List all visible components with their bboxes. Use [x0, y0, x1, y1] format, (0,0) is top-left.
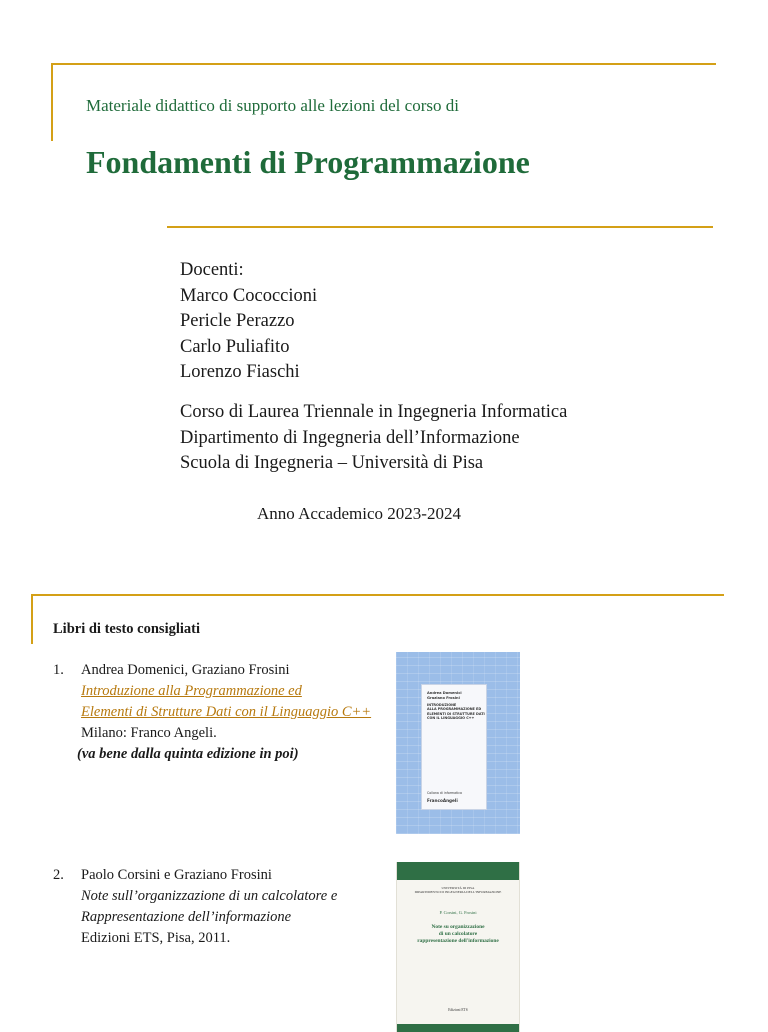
book-publisher: Edizioni ETS, Pisa, 2011.: [81, 930, 231, 946]
docente-name: Lorenzo Fiaschi: [180, 362, 300, 382]
title-underline: [167, 226, 713, 228]
book-title: Note sull’organizzazione di un calcolatore e: [81, 888, 338, 904]
book-authors: Paolo Corsini e Graziano Frosini: [81, 867, 272, 883]
book-publisher: Milano: Franco Angeli.: [81, 725, 217, 741]
list-number: 1.: [53, 662, 64, 678]
book-cover-1: [396, 652, 520, 834]
course-subtitle: Materiale didattico di supporto alle lezioni del corso di: [86, 96, 459, 115]
book-title: Rappresentazione dell’informazione: [81, 909, 292, 925]
slide2-left-rule: [31, 594, 33, 644]
book-authors: Andrea Domenici, Graziano Frosini: [81, 662, 290, 678]
edition-note: (va bene dalla quinta edizione in poi): [77, 746, 299, 762]
degree-course: Corso di Laurea Triennale in Ingegneria Informatica: [180, 402, 568, 422]
course-title: Fondamenti di Programmazione: [86, 144, 530, 180]
cover-header: UNIVERSITÀ DI PISA DIPARTIMENTO DI INGEGNERIA DELL'INFORMAZIONE: [414, 886, 502, 895]
cover-bottom-band: [397, 1024, 519, 1032]
docente-name: Pericle Perazzo: [180, 311, 295, 331]
list-number: 2.: [53, 867, 64, 883]
cover-publisher: FrancoAngeli: [427, 798, 458, 803]
school-university: Scuola di Ingegneria – Università di Pisa: [180, 453, 484, 473]
cover-series: Collana di informatica: [427, 791, 462, 795]
academic-year: Anno Accademico 2023-2024: [257, 504, 461, 523]
top-rule: [51, 63, 716, 65]
docenti-block: [180, 258, 317, 386]
cover-authors: Andrea Domenici Graziano Frosini: [427, 691, 462, 700]
docente-name: Carlo Puliafito: [180, 336, 290, 357]
section-title: Libri di testo consigliati: [53, 621, 201, 637]
cover-authors: P. Corsini, G. Frosini: [439, 910, 477, 915]
cover-title: INTRODUZIONE ALLA PROGRAMMAZIONE ED ELEMENTI DI STRUTTURE DATI CON IL LINGUAGGIO C++: [427, 703, 485, 721]
cover-title: Note su organizzazione di un calcolatore rappresentazione dell'informazione: [417, 924, 499, 944]
docente-name: Marco Cococcioni: [180, 285, 318, 306]
book-title-link[interactable]: Elementi di Strutture Dati con il Linguaggio C++: [81, 704, 372, 720]
cover-label-card: [421, 684, 487, 810]
left-rule: [51, 63, 53, 141]
slide2-top-rule: [31, 594, 724, 596]
cover-publisher: Edizioni ETS: [448, 1008, 468, 1012]
department: Dipartimento di Ingegneria dell’Informazione: [180, 427, 520, 448]
book-title-link[interactable]: Introduzione alla Programmazione ed: [81, 683, 302, 699]
institution-block: [180, 400, 567, 477]
cover-top-band: [397, 862, 519, 880]
docenti-label: Docenti:: [180, 260, 244, 280]
book-cover-2: [396, 862, 520, 1032]
